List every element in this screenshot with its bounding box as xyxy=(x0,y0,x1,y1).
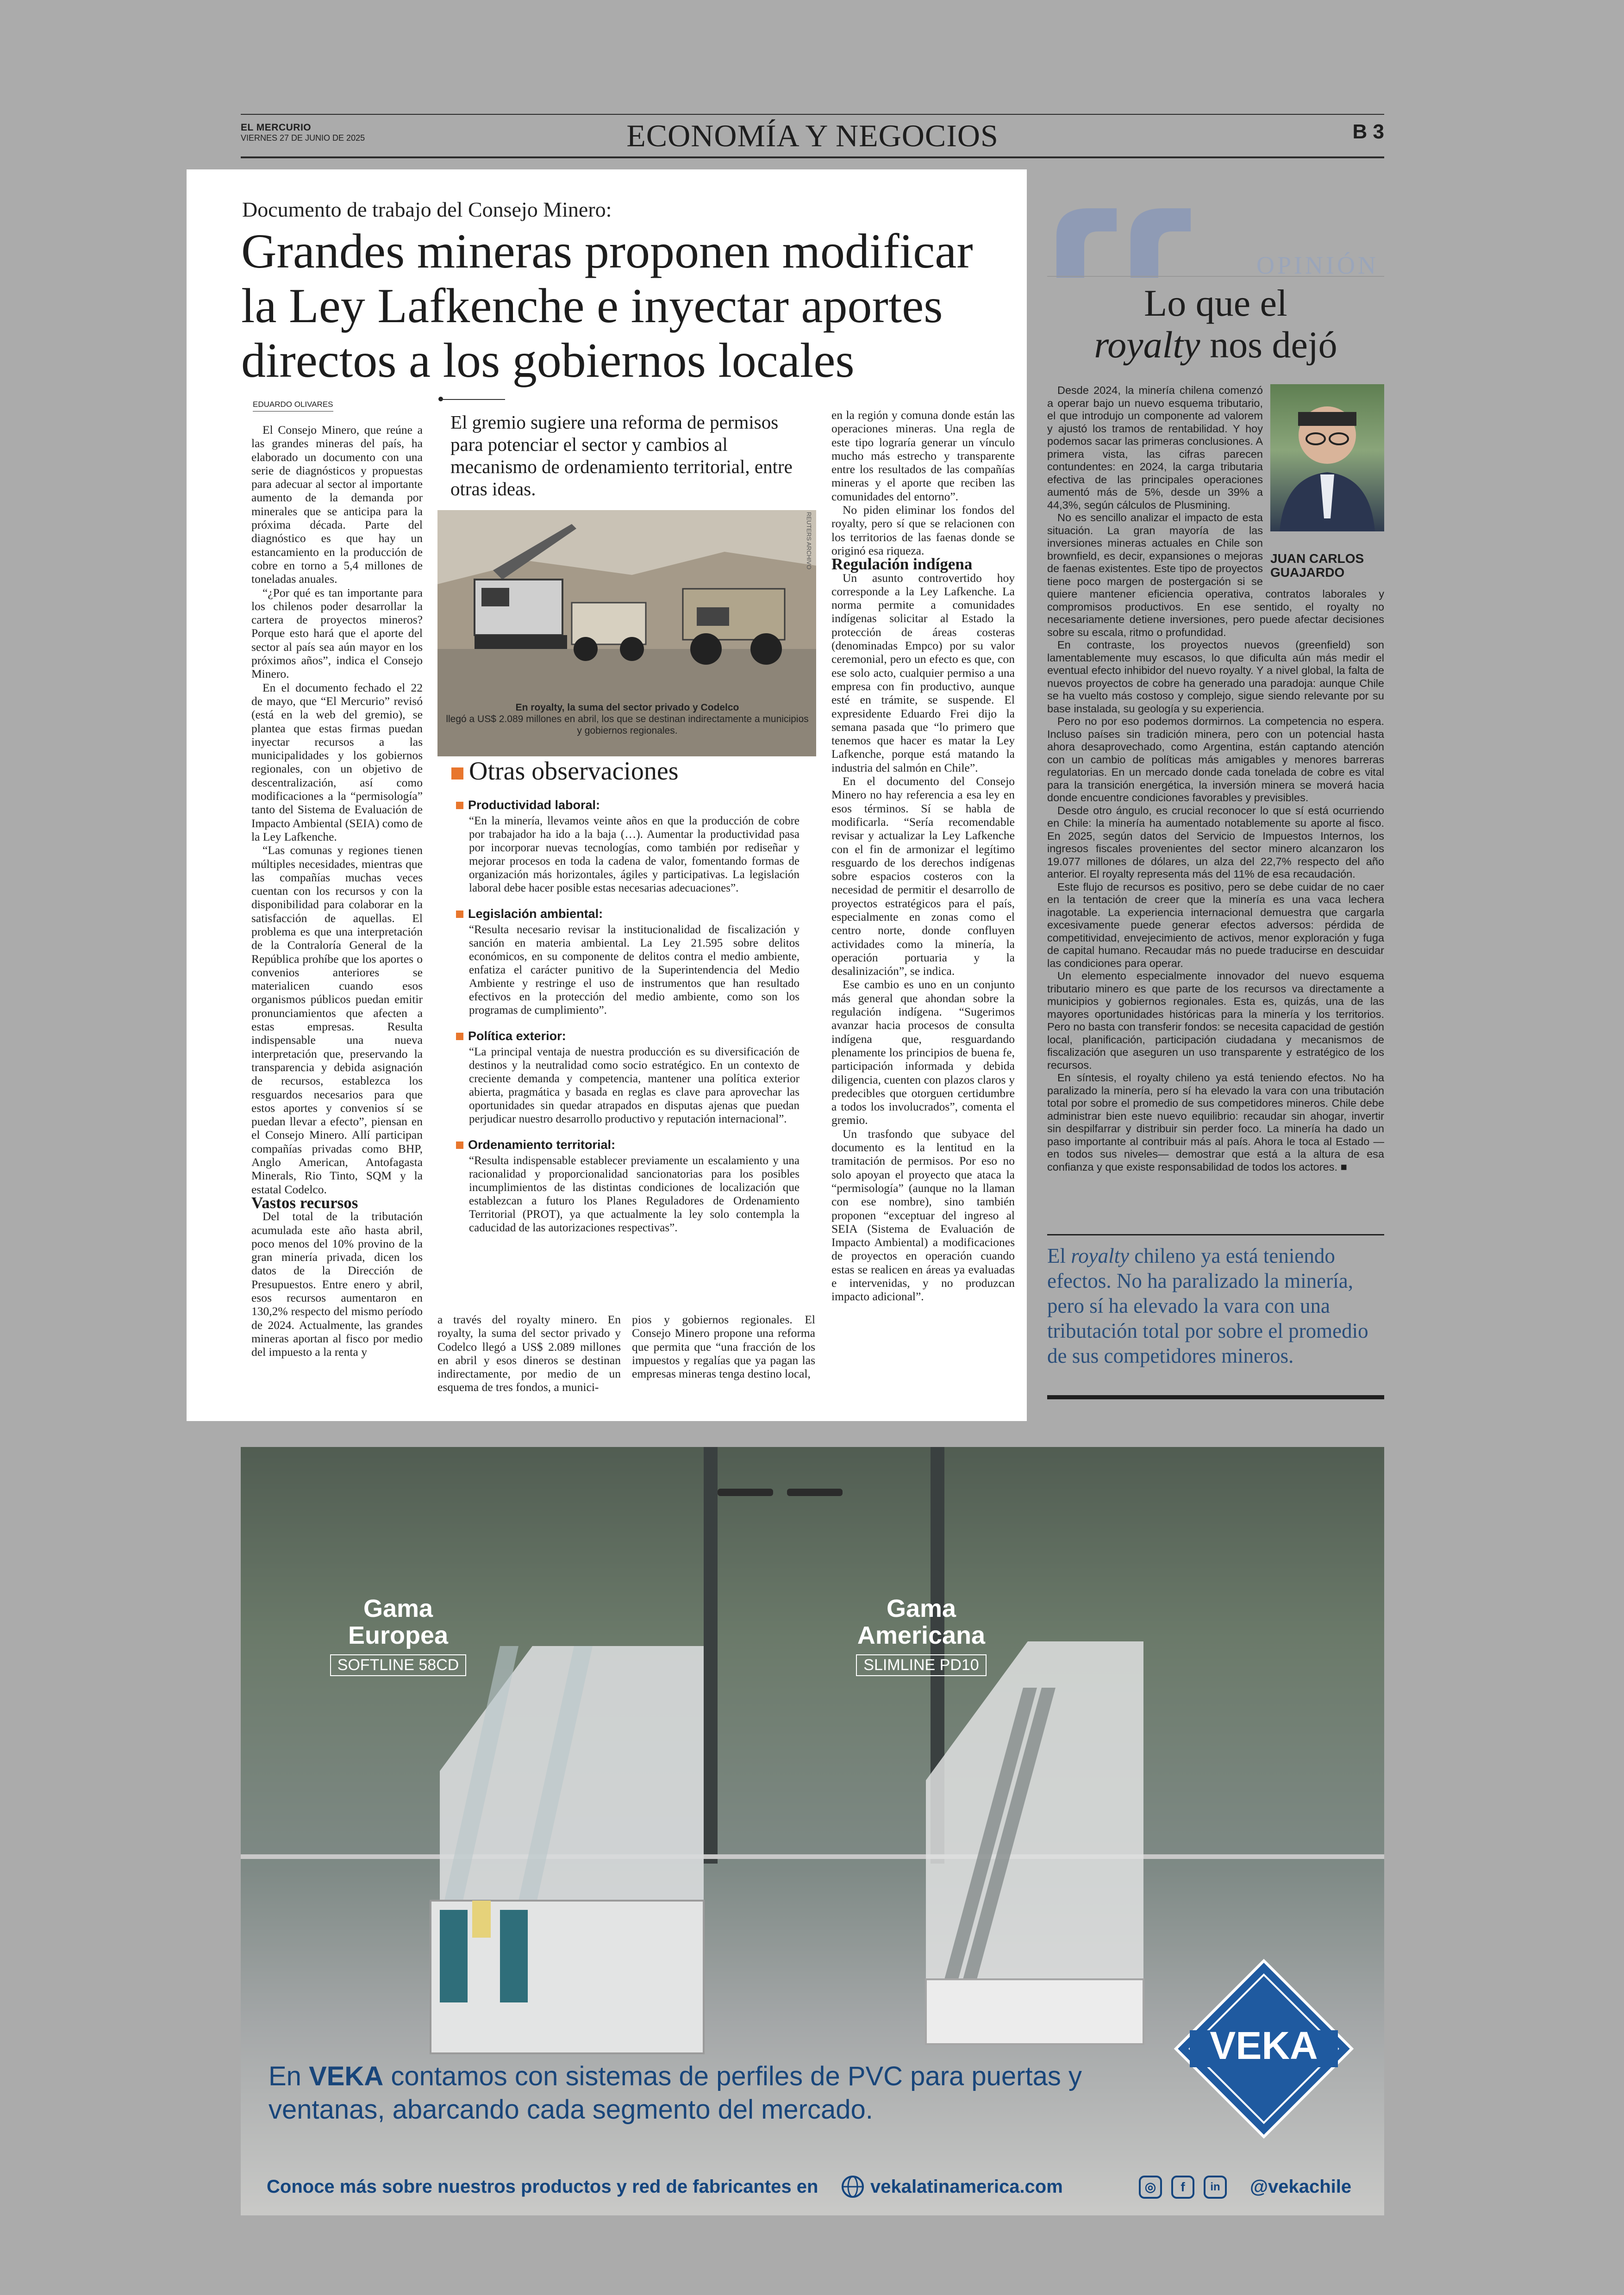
paragraph: No piden eliminar los fondos del royalty, pero sí que se relacionen con los territorios de las faenas donde se originó esa riqueza. xyxy=(831,503,1015,557)
article-headline: Grandes mineras proponen modificar la Ley Lafkenche e inyectar aportes directos a los gobiernos locales xyxy=(241,224,973,387)
paragraph: En el documento fechado el 22 de mayo, que “El Mercurio” revisó (está en la web del gremio), se plantea que estas firmas puedan inyectar recursos a las municipalidades y los gobiernos regionales, con un objetivo de descentralización, así como modificaciones a la “permisología” tanto del Sistema de Evaluación de Impacto Ambiental (SEIA) como de la Ley Lafkenche. xyxy=(251,680,423,843)
paragraph: Un trasfondo que subyace del documento es la lentitud en la tramitación de permisos. Por eso no solo apoyan el proyecto que ataca la “permisología” (aunque no la llaman con ese nombre), sino también proponen “exceptuar del ingreso al SEIA (Sistema de Evaluación de Impacto Ambiental) a modificaciones de proyectos en operación cuando estas se realicen en áreas ya evaluadas e intervenidas, y no produzcan impacto adicional”. xyxy=(831,1127,1015,1303)
article-byline: EDUARDO OLIVARES xyxy=(253,400,333,412)
instagram-icon[interactable]: ◎ xyxy=(1139,2176,1162,2199)
main-article xyxy=(187,169,1027,1421)
ad-footer-text: Conoce más sobre nuestros productos y red de fabricantes en xyxy=(267,2177,818,2197)
box-item-title: Legislación ambiental: xyxy=(456,907,800,921)
paragraph: en la región y comuna donde están las operaciones mineras. Una regla de este tipo lograría generar un vínculo mucho más estrecho y transparente entre los resultados de las compañías mineras y el aporte que reciben las comunidades del entorno”. xyxy=(831,408,1015,503)
facebook-icon[interactable]: f xyxy=(1171,2176,1194,2199)
subhead-regulacion-indigena: Regulación indígena xyxy=(831,555,973,574)
globe-icon xyxy=(841,2175,865,2199)
photo-credit: REUTERS ARCHIVO xyxy=(806,512,812,570)
article-column-3-bottom xyxy=(632,1313,815,1380)
pullquote-rule xyxy=(1047,1234,1384,1235)
ad-body-text: En VEKA contamos con sistemas de perfiles de PVC para puertas y ventanas, abarcando cada segmento del mercado. xyxy=(269,2061,1082,2125)
ad-footer xyxy=(241,2160,1384,2215)
paragraph: En el documento del Consejo Minero no hay referencia a esa ley en esos términos. Sí se habla de modificarla. “Sería recomendable revisar y actualizar la Ley Lafkenche con el fin de armonizar el legítimo resguardo de los derechos indígenas sobre espacios costeros con la necesidad de permitir el desarrollo de proyectos estratégicos para el país, especialmente en zonas como el centro norte, donde confluyen actividades como la minería, la operación portuaria y la desalinización”, se indica. xyxy=(831,774,1015,978)
box-title xyxy=(451,756,679,786)
issue-date: VIERNES 27 DE JUNIO DE 2025 xyxy=(241,133,365,143)
article-column-1 xyxy=(251,423,423,1359)
dek-rule xyxy=(440,399,505,400)
sidebar-box-otras-observaciones xyxy=(437,756,816,1289)
ad-social-handle[interactable]: @vekachile xyxy=(1250,2177,1352,2197)
article-kicker: Documento de trabajo del Consejo Minero: xyxy=(242,198,612,221)
orange-square-icon xyxy=(451,767,463,780)
orange-bullet-icon xyxy=(456,1141,463,1149)
box-item-text: “La principal ventaja de nuestra producción es su diversificación de destinos y la neutralidad como socio estratégico. En un contexto de creciente demanda y competencia, mantener una política exterior abierta, pragmática y basada en reglas es clave para aprovechar las oportunidades sin quedar atrapados en disputas ajenas que puedan perjudicar nuestro desarrollo productivo y reputación internacional”. xyxy=(469,1046,800,1125)
paragraph: Desde 2024, la minería chilena comenzó a operar bajo un nuevo esquema tributario, el que introdujo un componente ad valorem y ajustó los tramos de rentabilidad. Y hoy podemos sacar las primeras conclusiones. A primera vista, las cifras parecen contundentes: en 2024, la carga tributaria efectiva de las principales operaciones aumentó más de 5%, desde un 39% a 44,3%, según cálculos de Plusmining. xyxy=(1047,384,1263,511)
paragraph: a través del royalty minero. En royalty, la suma del sector privado y Codelco llegó a US$ 2.089 millones en abril y esos dineros se destinan indirectamente, por medio de un esquema de tres fondos, a munici- xyxy=(437,1313,621,1394)
paragraph: No es sencillo analizar el impacto de esta situación. La gran mayoría de las inversiones mineras actuales en Chile son brownfield, es decir, expansiones o mejoras de faenas existentes. Este tipo de proyectos tiene poco margen de postergación si se quiere mantener eficiencia operativa, contratos laborales y compromisos productivos. En ese sentido, el royalty no necesariamente detiene inversiones, pero puede afectar decisiones sobre su escala, ritmo o profundidad. xyxy=(1047,511,1384,638)
paragraph: En síntesis, el royalty chileno ya está teniendo efectos. No ha paralizado la minería, pero sí ha elevado la vara con una tributación total por sobre el promedio de sus competidores mineros. Chile debe administrar bien este nuevo equilibrio: recaudar sin ahogar, invertir sin despilfarrar y distribuir sin perder foco. La minería ha dado un paso importante al contribuir más al país. Ahora le toca al Estado —en todos sus niveles— demostrar que está a la altura de esa confianza y que existe responsabilidad de todos los actores. ■ xyxy=(1047,1072,1384,1173)
box-item-text: “Resulta necesario revisar la institucionalidad de fiscalización y sanción en materia ambiental. La Ley 21.595 sobre delitos económicos, en su componente de delitos contra el medio ambiente, enfatiza el carácter punitivo de la Superintendencia del Medio Ambiente y restringe el uso de instrumentos que han resultado efectivos en la protección del medio ambiente, como son los programas de cumplimiento”. xyxy=(469,923,800,1017)
article-dek: El gremio sugiere una reforma de permisos para potenciar el sector y cambios al mecanismo de ordenamiento territorial, entre otras ideas. xyxy=(450,412,793,499)
box-item-text: “Resulta indispensable establecer previamente un escalamiento y una racionalidad y proporcionalidad sancionatorias para los posibles incumplimientos de las distintas condiciones de localización que establezcan a futuro los Planes Reguladores de Ordenamiento Territorial (PROT), ya que actualmente la ley solo contempla la caducidad de las autorizaciones respectivas”. xyxy=(469,1154,800,1234)
masthead-bottom-rule xyxy=(241,156,1384,158)
paragraph: Un asunto controvertido hoy corresponde a la Ley Lafkenche. La norma permite a comunidades indígenas solicitar al Estado la protección de áreas costeras (denominadas Empco) por su valor ceremonial, pero un efecto es que, con ese solo acto, cualquier permiso a una empresa con fin productivo, aunque esté en trámite, se suspende. El expresidente Eduardo Frei dijo la semana pasada que “lo primero que tenemos que hacer es matar la Ley Lafkenche, porque está matando la industria del salmón en Chile”. xyxy=(831,571,1015,774)
author-photo xyxy=(1270,384,1384,531)
article-column-4 xyxy=(831,408,1015,1303)
paragraph: pios y gobiernos regionales. El Consejo Minero propone una reforma que permita que “una fracción de los impuestos y regalías que ya pagan las empresas mineras tenga destino local, xyxy=(632,1313,815,1381)
box-item-title: Productividad laboral: xyxy=(456,798,800,812)
ad-website-link[interactable]: vekalatinamerica.com xyxy=(870,2177,1063,2197)
box-item-text: “En la minería, llevamos veinte años en que la producción de cobre por trabajador ha ido a la baja (…). Aumentar la productividad pasa por incorporar nuevas tecnologías, como también por rediseñar y mejorar procesos en toda la cadena de valor, fomentando formas de organización más horizontales, ágiles y participativas. La legislación laboral debe hacer posible estas necesarias adecuaciones”. xyxy=(469,815,800,894)
caption-bold: En royalty, la suma del sector privado y Codelco xyxy=(515,702,739,713)
box-items xyxy=(456,786,800,1235)
orange-bullet-icon xyxy=(456,1033,463,1040)
paragraph: El Consejo Minero, que reúne a las grandes mineras del país, ha elaborado un documento con una serie de diagnósticos y propuestas para adecuar al sector al importante aumento de la demanda por minerales que se anticipa para la próxima década. Parte del diagnóstico es que hay un estancamiento en la producción de cobre en torno a 5,4 millones de toneladas anuales. xyxy=(251,423,423,586)
masthead xyxy=(241,114,1384,160)
paper-name: EL MERCURIO xyxy=(241,122,312,133)
pullquote-bottom-rule xyxy=(1047,1395,1384,1399)
ad-left-label: Gama Europea SOFTLINE 58CD xyxy=(310,1595,486,1676)
veka-logo-text: VEKA xyxy=(1210,2024,1318,2067)
opinion-title: Lo que el royalty nos dejó xyxy=(1094,282,1337,366)
paragraph: Pero no por eso podemos dormirnos. La competencia no espera. Incluso países sin tradición minera, pero con un potencial hasta ahora desaprovechado, como Argentina, están captando atención con un cambio de políticas más amigables y menores barreras regulatorias. En un mercado donde cada tonelada de cobre es vital para la transición energética, la inversión minera se moverá hacia donde encuentre condiciones favorables y previsibles. xyxy=(1047,715,1384,804)
opinion-pullquote: El royalty chileno ya está teniendo efectos. No ha paralizado la minería, pero sí ha elevado la vara con una tributación total por sobre el promedio de sus competidores mineros. xyxy=(1047,1244,1368,1367)
article-column-2-bottom xyxy=(437,1313,621,1394)
page-number: B 3 xyxy=(1352,120,1384,143)
orange-bullet-icon xyxy=(456,911,463,918)
paragraph: Ese cambio es uno en un conjunto más general que ahondan sobre la regulación indígena. “Sugerimos avanzar hacia procesos de consulta indígena que, resguardando plenamente los principios de buena fe, participación informada y debida diligencia, cuenten con plazos claros y predecibles que otorguen certidumbre a todos los involucrados”, comenta el gremio. xyxy=(831,978,1015,1127)
ad-right-badge: SLIMLINE PD10 xyxy=(856,1654,986,1676)
box-title-text: Otras observaciones xyxy=(469,757,679,786)
ad-left-badge: SOFTLINE 58CD xyxy=(330,1654,467,1676)
opinion-label: OPINIÓN xyxy=(1256,251,1379,279)
ad-right-label: Gama Americana SLIMLINE PD10 xyxy=(833,1595,1009,1676)
subhead-vastos-recursos: Vastos recursos xyxy=(251,1193,358,1212)
paragraph: “Las comunas y regiones tienen múltiples necesidades, mientras que las compañías muchas veces cuentan con los recursos y con la disponibilidad para colaborar en la satisfacción de aquellas. El problema es que una interpretación de la Contraloría General de la República prohíbe que los aportes o convenios anteriores se materialicen cuando esos organismos públicos puedan emitir pronunciamientos que afecten a estas empresas. Resulta indispensable una nueva interpretación que, preservando la transparencia y debida asignación de recursos, establezca los resguardos necesarios para que estos aportes y convenios sí se puedan llevar a efecto”, piensan en el Consejo Minero. Allí participan compañías privadas como BHP, Anglo American, Antofagasta Minerals, Rio Tinto, SQM y la estatal Codelco. xyxy=(251,843,423,1196)
box-item-title: Ordenamiento territorial: xyxy=(456,1138,800,1152)
section-title: ECONOMÍA Y NEGOCIOS xyxy=(626,118,999,153)
paragraph: “¿Por qué es tan importante para los chilenos poder desarrollar la cartera de proyectos mineros? Porque esto hará que el aporte del sector al país sea aún mayor en los próximos años”, indica el Consejo Minero. xyxy=(251,586,423,681)
veka-advertisement[interactable] xyxy=(241,1447,1384,2215)
photo-caption xyxy=(446,702,809,736)
opinion-author: JUAN CARLOS GUAJARDO xyxy=(1270,551,1364,580)
paragraph: Desde otro ángulo, es crucial reconocer lo que sí está ocurriendo en Chile: la minería ha aumentado notablemente su aporte al fisco. En 2025, según datos del Servicio de Impuestos Internos, los ingresos fiscales provenientes del sector minero alcanzaron los 19.077 millones de dólares, un alza del 22,7% respecto del año anterior. El royalty representa más del 11% de esa recaudación. xyxy=(1047,804,1384,880)
paragraph: Este flujo de recursos es positivo, pero se debe cuidar de no caer en la tentación de creer que la minería es una vaca lechera inagotable. La experiencia internacional demuestra que cargarla excesivamente puede generar efectos adversos: pérdida de competitividad, envejecimiento de activos, menor exploración y fuga de capital humano. Recaudar más no puede traducirse en descuidar las condiciones para operar. xyxy=(1047,880,1384,969)
box-item-title: Política exterior: xyxy=(456,1029,800,1043)
linkedin-icon[interactable]: in xyxy=(1204,2176,1227,2199)
paragraph: Un elemento especialmente innovador del nuevo esquema tributario minero es que parte de los recursos va directamente a municipios y gobiernos regionales. Esta es, quizás, una de las mayores oportunidades históricas para la minería y los territorios. Pero no basta con transferir fondos: se necesita capacidad de gestión local, planificación, participación ciudadana y mecanismos de fiscalización que aseguren un uso transparente y estratégico de los recursos. xyxy=(1047,970,1384,1071)
opinion-column xyxy=(1047,204,1384,1398)
paragraph: Del total de la tributación acumulada este año hasta abril, poco menos del 10% provino de la gran minería privada, dicen los datos de la Dirección de Presupuestos. Entre enero y abril, esos recursos aumentaron en 130,2% respecto del mismo período de 2024. Actualmente, las grandes mineras aportan al fisco por medio del impuesto a la renta y xyxy=(251,1210,423,1359)
orange-bullet-icon xyxy=(456,802,463,809)
caption-text: llegó a US$ 2.089 millones en abril, los que se destinan indirectamente a municipios y gobiernos regionales. xyxy=(446,714,809,736)
veka-logo[interactable] xyxy=(1171,1956,1356,2141)
paragraph: En contraste, los proyectos nuevos (greenfield) son lamentablemente muy escasos, lo que dificulta aún más medir el eventual efecto inhibidor del nuevo royalty. Y a nivel global, la falta de nuevos proyectos de cobre ha generado una paradoja: aunque Chile se ha vuelto más costoso y complejo, sigue siendo relevante por su base instalada, su geología y su experiencia. xyxy=(1047,639,1384,715)
masthead-top-rule xyxy=(241,114,1384,115)
